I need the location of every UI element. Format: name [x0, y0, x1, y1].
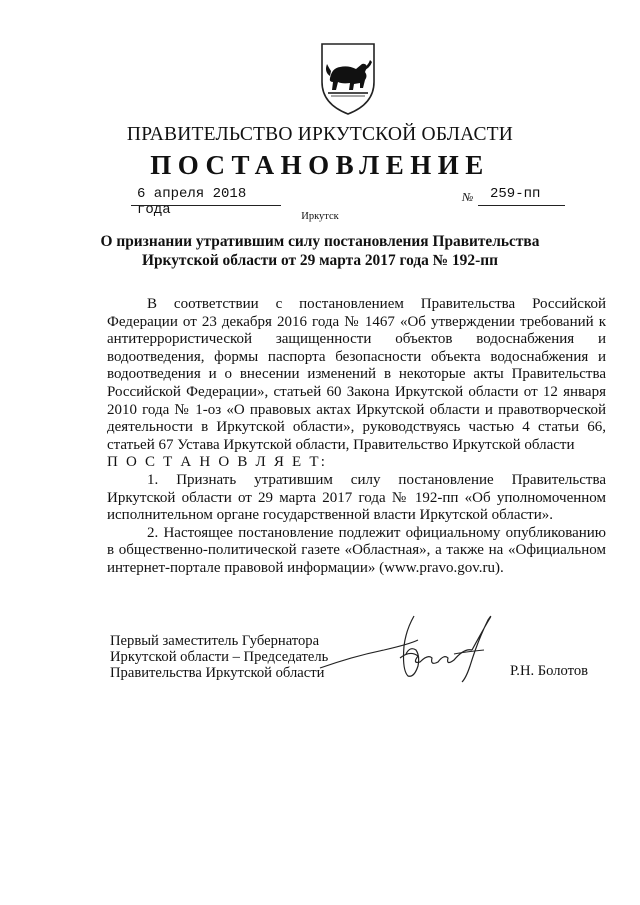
signatory-position: [110, 633, 328, 681]
government-title: ПРАВИТЕЛЬСТВО ИРКУТСКОЙ ОБЛАСТИ: [126, 124, 514, 145]
document-number: 259-пп: [490, 186, 541, 202]
document-subject: О признании утратившим силу постановления Правительства Иркутской области от 29 марта 2017 года № 192-пп: [100, 233, 540, 269]
document-body: [107, 296, 606, 578]
document-date: 6 апреля 2018 года: [137, 186, 247, 218]
decree-item-1: 1. Признать утратившим силу постановление Правительства Иркутской области от 29 марта 2017 года № 192-пп «Об уполномоченном исполнительном органе государственной власти Иркутской области».: [107, 471, 606, 524]
number-underline: [478, 205, 565, 206]
city-label: Иркутск: [301, 211, 339, 222]
handwritten-signature: [314, 610, 504, 690]
position-line: Правительства Иркутской области: [110, 665, 325, 681]
coat-of-arms-icon: [318, 38, 378, 116]
position-line: Первый заместитель Губернатора: [110, 633, 320, 649]
document-type-title: ПОСТАНОВЛЕНИЕ: [150, 150, 490, 180]
date-underline: [131, 205, 281, 206]
position-line: Иркутской области – Председатель: [110, 649, 329, 665]
decree-item-2: 2. Настоящее постановление подлежит официальному опубликованию в общественно-политической газете «Областная», а также на «Официальном интернет-портале правовой информации» (www.pravo.gov.ru).: [107, 524, 606, 576]
preamble-paragraph: В соответствии с постановлением Правительства Российской Федерации от 23 декабря 2016 года № 1467 «Об утверждении требований к антитеррористической защищенности объектов водоснабжения и водоотведения, формы паспорта безопасности объекта водоснабжения и водоотведения и о внесении изменений в некоторые акты Правительства Российской Федерации», статьей 60 Закона Иркутской области от 12 января 2010 года № 1-оз «О правовых актах Иркутской области и правотворческой деятельности в Иркутской области», руководствуясь частью 4 статьи 66, статьей 67 Устава Иркутской области, Правительство Иркутской области: [107, 296, 606, 453]
signatory-name: Р.Н. Болотов: [510, 663, 589, 679]
decree-word: П О С Т А Н О В Л Я Е Т:: [107, 454, 328, 471]
number-sign: №: [462, 190, 474, 204]
